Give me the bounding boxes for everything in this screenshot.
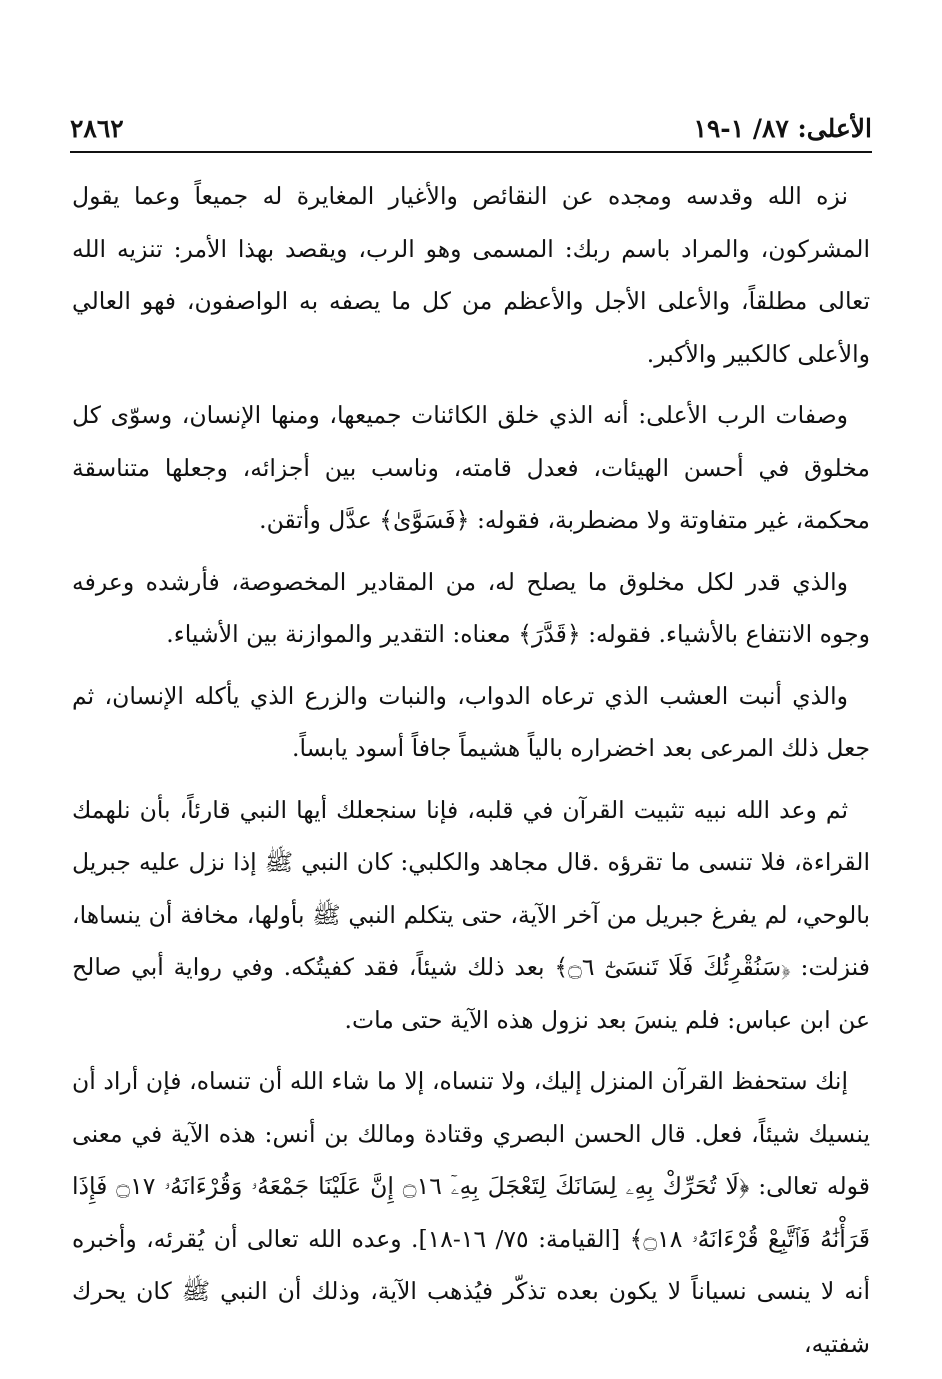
paragraph: ثم وعد الله نبيه تثبيت القرآن في قلبه، فإنا سنجعلك أيها النبي قارئاً، بأن نلهمك القراءة، فلا تنسى ما تقرؤه .قال مجاهد والكلبي: كان النبي ﷺ إذا نزل عليه جبريل بالوحي، لم يفرغ جبريل من آخر الآية، حتى يتكلم النبي ﷺ بأولها، مخافة أن ينساها، فنزلت: ﴿سَنُقْرِئُكَ فَلَا تَنسَىٰٓ ۝٦﴾ بعد ذلك شيئاً، فقد كفيتُكه. وفي رواية أبي صالح عن ابن عباس: فلم ينسَ بعد نزول هذه الآية حتى مات. (72, 795, 870, 1034)
paragraph: والذي قدر لكل مخلوق ما يصلح له، من المقادير المخصوصة، فأرشده وعرفه وجوه الانتفاع بالأشياء. فقوله: ﴿قَدَّرَ﴾ معناه: التقدير والموازنة بين الأشياء. (72, 567, 870, 648)
page-body (72, 170, 870, 1379)
paragraph: نزه الله وقدسه ومجده عن النقائص والأغيار المغايرة له جميعاً وعما يقول المشركون، والمراد باسم ربك: المسمى وهو الرب، ويقصد بهذا الأمر: تنزيه الله تعالى مطلقاً، والأعلى الأجل والأعظم من كل ما يصفه به الواصفون، فهو العالي والأعلى كالكبير والأكبر. (72, 182, 870, 368)
paragraph: والذي أنبت العشب الذي ترعاه الدواب، والنبات والزرع الذي يأكله الإنسان، ثم جعل ذلك المرعى بعد اخضراره بالياً هشيماً جافاً أسود يابساً. (72, 681, 870, 762)
page-header (70, 108, 872, 148)
surah-reference: الأعلى: ٨٧/ ١-١٩ (693, 113, 872, 143)
paragraph: وصفات الرب الأعلى: أنه الذي خلق الكائنات جميعها، ومنها الإنسان، وسوّى كل مخلوق في أحسن الهيئات، فعدل قامته، وناسب بين أجزائه، وجعلها متناسقة محكمة، غير متفاوتة ولا مضطربة، فقوله: ﴿فَسَوَّىٰ﴾ عدَّل وأتقن. (72, 401, 870, 534)
header-rule (70, 151, 872, 153)
page-number: ٢٨٦٢ (70, 113, 124, 143)
paragraph: إنك ستحفظ القرآن المنزل إليك، ولا تنساه، إلا ما شاء الله أن تنساه، فإن أراد أن ينسيك شيئاً، فعل. قال الحسن البصري وقتادة ومالك بن أنس: هذه الآية في معنى قوله تعالى: ﴿لَا تُحَرِّكْ بِهِۦ لِسَانَكَ لِتَعْجَلَ بِهِۦٓ ۝١٦ إِنَّ عَلَيْنَا جَمْعَهُۥ وَقُرْءَانَهُۥ ۝١٧ فَإِذَا قَرَأْنَٰهُ فَٱتَّبِعْ قُرْءَانَهُۥ ۝١٨﴾ [القيامة: ٧٥/ ١٦-١٨]. وعده الله تعالى أن يُقرئه، وأخبره أنه لا ينسى نسياناً لا يكون بعده تذكّر فيُذهب الآية، وذلك أن النبي ﷺ كان يحرك شفتيه، (72, 1067, 871, 1358)
